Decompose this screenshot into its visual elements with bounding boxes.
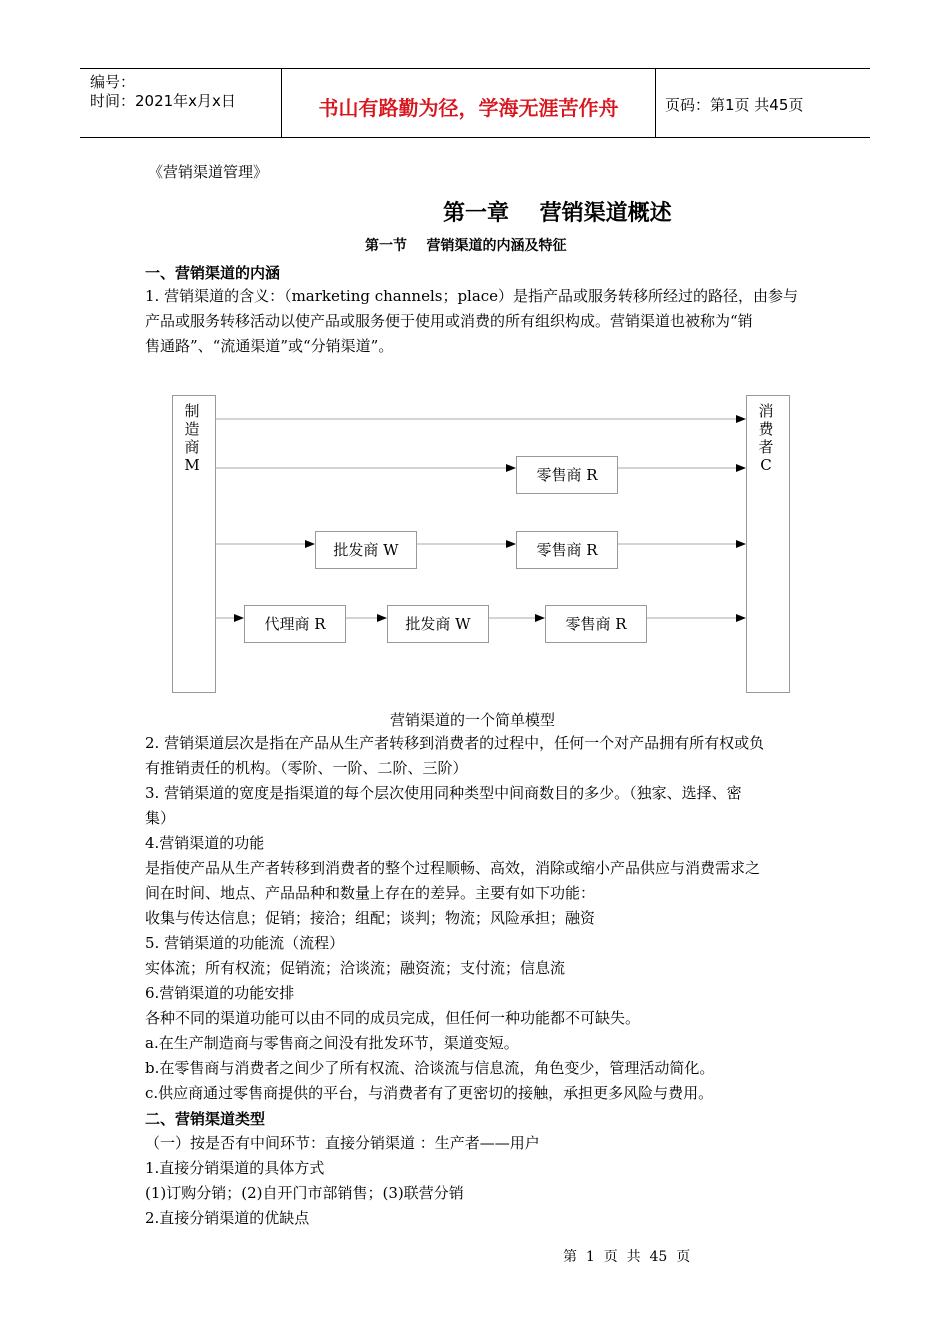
header-left-cell [80,69,281,137]
retailer-box: 零售商 R [516,456,618,494]
body-line: 集） [145,809,176,827]
header-motto-cell [281,69,656,137]
para1-line2: 产品或服务转移活动以使产品或服务便于使用或消费的所有组织构成。营销渠道也被称为“销 [145,312,753,330]
body-line: c.供应商通过零售商提供的平台，与消费者有了更密切的接触，承担更多风险与费用。 [145,1084,714,1102]
wholesaler-box: 批发商 W [315,531,417,569]
body-line: a.在生产制造商与零售商之间没有批发环节，渠道变短。 [145,1034,519,1052]
heading-2: 二、营销渠道类型 [145,1110,266,1128]
para1-line3: 售通路”、“流通渠道”或“分销渠道”。 [145,337,394,355]
header-page-cell [656,69,870,137]
doc-title: 《营销渠道管理》 [148,163,269,181]
retailer-box: 零售商 R [516,531,618,569]
body-line: （一）按是否有中间环节：直接分销渠道 ：生产者——用户 [145,1134,540,1152]
motto: 书山有路勤为径，学海无涯苦作舟 [318,96,619,120]
manufacturer-char: 造 [184,420,200,438]
page-label: 页码：第1页 共45页 [665,96,804,114]
page-footer: 第 1 页 共 45 页 [563,1249,691,1265]
page-header [80,68,870,138]
body-line: 2.直接分销渠道的优缺点 [145,1209,310,1227]
body-line: (1)订购分销；(2)自开门市部销售；(3)联营分销 [145,1184,464,1202]
body-line: b.在零售商与消费者之间少了所有权流、洽谈流与信息流，角色变少，管理活动简化。 [145,1059,715,1077]
body-line: 3. 营销渠道的宽度是指渠道的每个层次使用同种类型中间商数目的多少。（独家、选择、密 [145,784,742,802]
chapter-title: 第一章 营销渠道概述 [443,201,672,226]
consumer-char: C [760,456,772,474]
para1-line1: 1. 营销渠道的含义：（marketing channels；place）是指产品或服务转移所经过的路径，由参与 [145,287,799,305]
body-line: 5. 营销渠道的功能流（流程） [145,934,345,952]
number-label: 编号： [90,73,136,91]
manufacturer-box [172,395,216,693]
manufacturer-char: 制 [184,402,200,420]
section-title: 第一节 营销渠道的内涵及特征 [365,238,567,254]
consumer-box [746,395,790,693]
body-line: 实体流；所有权流；促销流；洽谈流；融资流；支付流；信息流 [145,959,566,977]
body-line: 各种不同的渠道功能可以由不同的成员完成，但任何一种功能都不可缺失。 [145,1009,641,1027]
body-line: 4.营销渠道的功能 [145,834,265,852]
agent-box: 代理商 R [244,605,346,643]
body-line: 1.直接分销渠道的具体方式 [145,1159,325,1177]
wholesaler-box: 批发商 W [387,605,489,643]
heading-1: 一、营销渠道的内涵 [145,264,281,282]
consumer-char: 费 [758,420,774,438]
body-line: 间在时间、地点、产品品种和数量上存在的差异。主要有如下功能： [145,884,596,902]
consumer-char: 者 [758,438,774,456]
manufacturer-char: M [184,456,200,474]
body-line: 6.营销渠道的功能安排 [145,984,295,1002]
manufacturer-char: 商 [184,438,200,456]
retailer-box: 零售商 R [545,605,647,643]
body-line: 有推销责任的机构。（零阶、一阶、二阶、三阶） [145,759,468,777]
diagram-caption: 营销渠道的一个简单模型 [390,711,556,729]
body-line: 是指使产品从生产者转移到消费者的整个过程顺畅、高效，消除或缩小产品供应与消费需求之 [145,859,761,877]
body-line: 收集与传达信息；促销；接洽；组配；谈判；物流；风险承担；融资 [145,909,596,927]
time-label: 时间：2021年x月x日 [90,92,236,110]
consumer-char: 消 [758,402,774,420]
body-line: 2. 营销渠道层次是指在产品从生产者转移到消费者的过程中，任何一个对产品拥有所有权或负 [145,734,765,752]
